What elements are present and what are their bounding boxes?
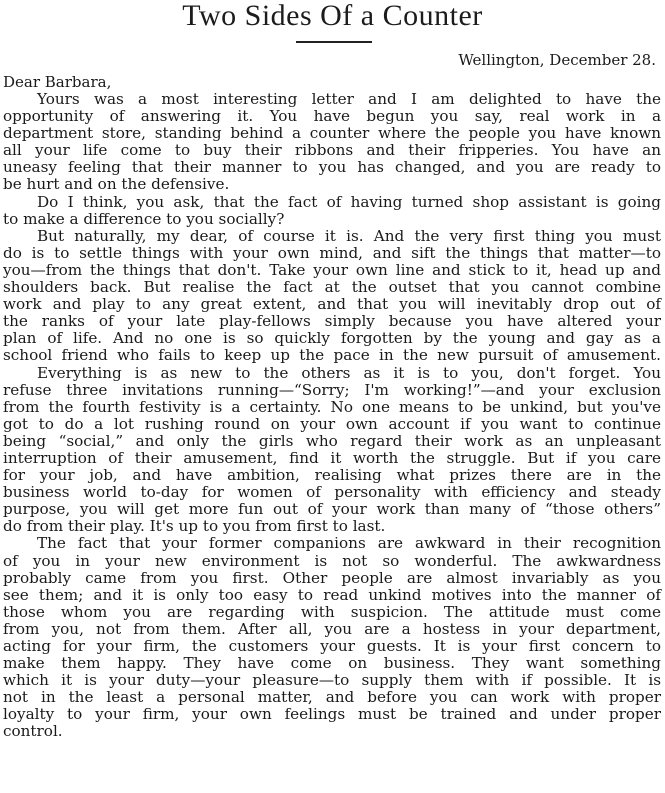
text-line: probably came from you first. Other people are almost invariably as you	[3, 568, 661, 587]
text-line: purpose, you will get more fun out of your work than many of “those others”	[3, 500, 661, 519]
text-line: interruption of their amusement, find it worth the struggle. But if you care	[3, 448, 661, 467]
text-line: Yours was a most interesting letter and I am delighted to have the	[37, 90, 661, 108]
text-line: all your life come to buy their ribbons and their fripperies. You have an	[3, 141, 661, 160]
headline: Two Sides Of a Counter	[182, 0, 483, 32]
text-line: got to do a lot rushing round on your own account if you want to continue	[3, 414, 661, 433]
text-line: those whom you are regarding with suspicion. The attitude must come	[3, 602, 661, 621]
text-line: loyalty to your firm, your own feelings must be trained and under proper	[3, 705, 661, 724]
text-line: being “social,” and only the girls who regard their work as an unpleasant	[3, 431, 661, 450]
text-line: from you, not from them. After all, you are a hostess in your department,	[3, 619, 661, 638]
text-line: to make a difference to you socially?	[3, 209, 285, 228]
text-line: department store, standing behind a counter where the people you have known	[3, 124, 661, 143]
text-line: not in the least a personal matter, and before you can work with proper	[3, 688, 661, 707]
headline-rule	[296, 41, 372, 43]
text-line: see them; and it is only too easy to read unkind motives into the manner of	[3, 585, 661, 604]
text-line: from the fourth festivity is a certainty. No one means to be unkind, but you've	[3, 397, 661, 416]
text-line: business world to-day for women of personality with efficiency and steady	[3, 483, 661, 502]
text-line: for your job, and have ambition, realising what prizes there are in the	[3, 466, 661, 485]
text-line: uneasy feeling that their manner to you has changed, and you are ready to	[3, 158, 661, 177]
text-line: shoulders back. But realise the fact at the outset that you cannot combine	[3, 278, 661, 297]
letter-body	[3, 91, 661, 741]
text-line: Everything is as new to the others as it is to you, don't forget. You	[37, 363, 661, 382]
dateline: Wellington, December 28.	[458, 51, 656, 69]
text-line: control.	[3, 722, 63, 741]
text-line: But naturally, my dear, of course it is. And the very first thing you must	[37, 226, 661, 245]
text-line: Do I think, you ask, that the fact of having turned shop assistant is going	[37, 192, 661, 211]
text-line: opportunity of answering it. You have begun you say, real work in a	[3, 107, 661, 126]
text-line: school friend who fails to keep up the pace in the new pursuit of amusement.	[3, 346, 661, 365]
text-line: acting for your firm, the customers your guests. It is your first concern to	[3, 637, 661, 655]
text-line: do is to settle things with your own mind, and sift the things that matter—to	[3, 243, 661, 262]
text-line: The fact that your former companions are awkward in their recognition	[37, 534, 661, 553]
text-line: of you in your new environment is not so wonderful. The awkwardness	[3, 551, 661, 570]
salutation: Dear Barbara,	[3, 73, 112, 91]
text-line: refuse three invitations running—“Sorry; I'm working!”—and your exclusion	[3, 380, 661, 399]
text-line: do from their play. It's up to you from first to last.	[3, 517, 386, 536]
text-line: you—from the things that don't. Take your own line and stick to it, head up and	[3, 260, 661, 279]
text-line: which it is your duty—your pleasure—to supply them with if possible. It is	[3, 671, 661, 690]
text-line: work and play to any great extent, and that you will inevitably drop out of	[3, 295, 661, 314]
text-line: make them happy. They have come on business. They want something	[3, 654, 661, 673]
text-line: plan of life. And no one is so quickly forgotten by the young and gay as a	[3, 329, 661, 348]
text-line: be hurt and on the defensive.	[3, 175, 230, 194]
text-line: the ranks of your late play-fellows simply because you have altered your	[3, 312, 661, 331]
